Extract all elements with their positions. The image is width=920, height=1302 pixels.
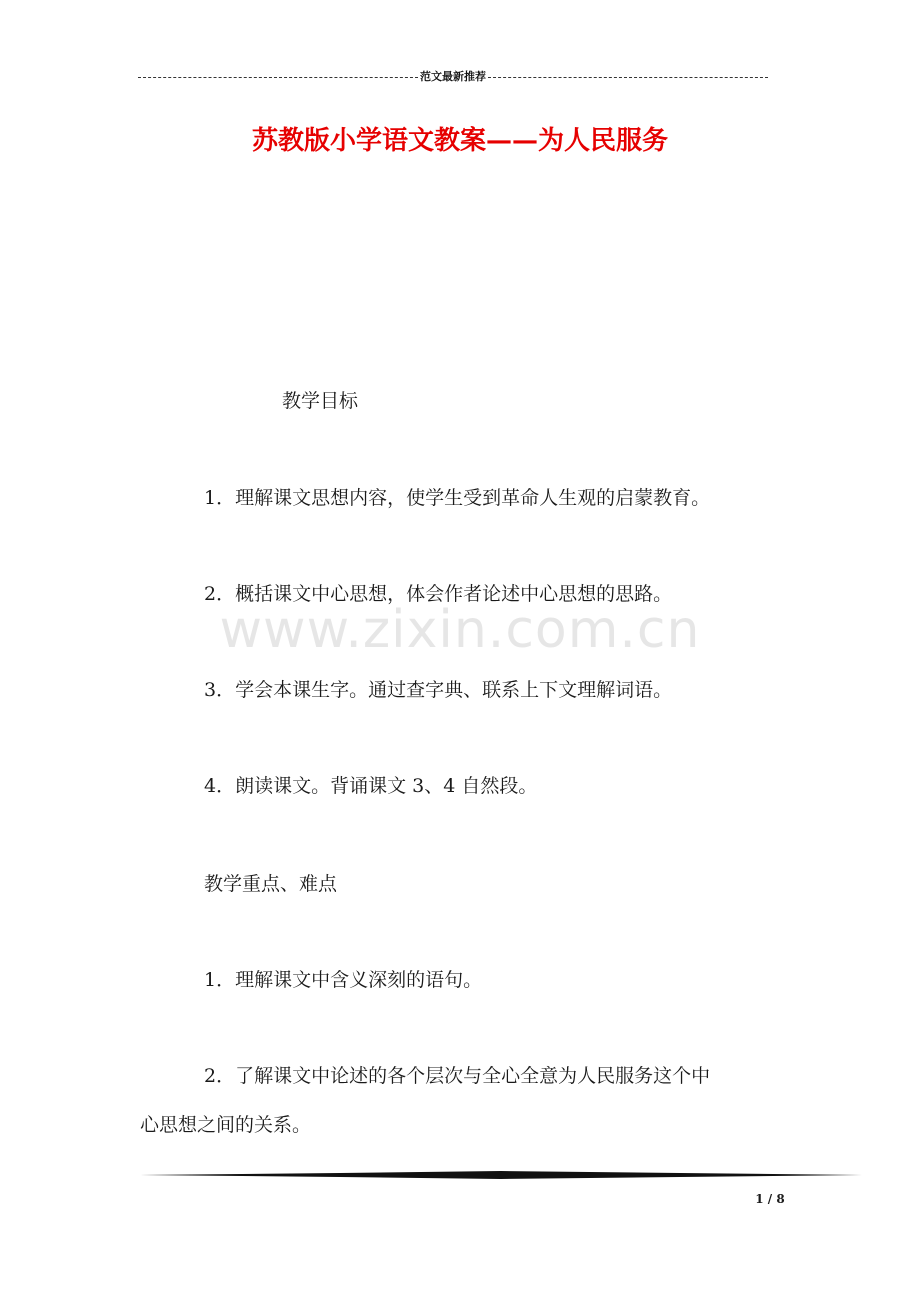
key-point-2-line-2: 心思想之间的关系。 bbox=[140, 1114, 312, 1136]
footer-rule bbox=[140, 1170, 862, 1180]
header-label: 范文最新推荐 bbox=[420, 70, 486, 83]
header-banner bbox=[138, 68, 768, 84]
header-dash-right bbox=[488, 77, 768, 78]
key-point-2-line-1: 2．了解课文中论述的各个层次与全心全意为人民服务这个中 bbox=[204, 1065, 711, 1087]
header-dash-left bbox=[138, 77, 418, 78]
watermark-text: www.zixin.com.cn bbox=[219, 600, 701, 660]
goal-item-4: 4．朗读课文。背诵课文 3、4 自然段。 bbox=[204, 775, 538, 797]
key-point-1: 1．理解课文中含义深刻的语句。 bbox=[204, 969, 483, 991]
key-points-heading: 教学重点、难点 bbox=[204, 873, 338, 895]
goals-heading: 教学目标 bbox=[282, 390, 359, 412]
goal-item-3: 3．学会本课生字。通过查字典、联系上下文理解词语。 bbox=[204, 679, 673, 701]
goal-item-1: 1．理解课文思想内容，使学生受到革命人生观的启蒙教育。 bbox=[204, 487, 711, 509]
document-title: 苏教版小学语文教案——为人民服务 bbox=[251, 126, 668, 156]
goal-item-2: 2．概括课文中心思想，体会作者论述中心思想的思路。 bbox=[204, 583, 673, 605]
page-number: 1 / 8 bbox=[755, 1192, 785, 1206]
